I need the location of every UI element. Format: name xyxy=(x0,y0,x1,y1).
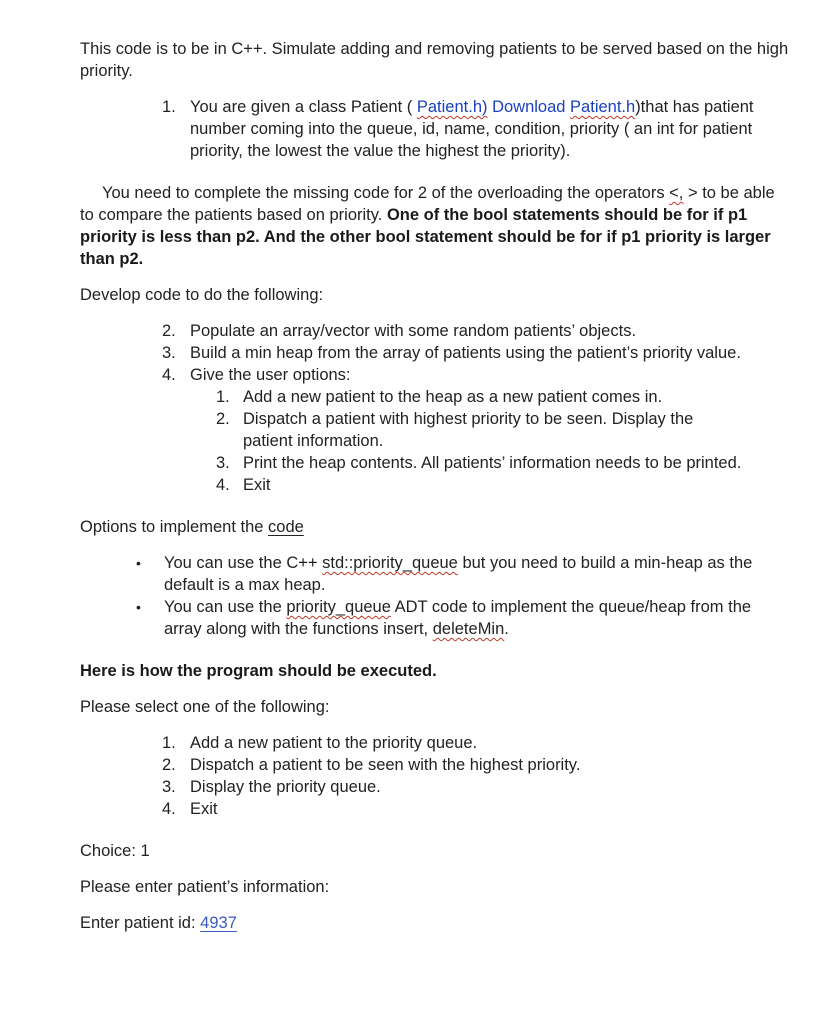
list-item xyxy=(162,798,790,820)
bullet-icon: • xyxy=(136,555,141,571)
given-class-list xyxy=(162,96,790,162)
list-item xyxy=(162,96,790,162)
list-item-text: You are given a class Patient ( Patient.h) Download Patient.h)that has patient number coming into the queue, id, name, condition, priority ( an int for patient priority, the lowest the value the highest the priority). xyxy=(190,98,754,160)
bool-statements-note: One of the bool statements should be for if p1 priority is less than p2. And the other bool statement should be for if p1 priority is larger than p2. xyxy=(80,206,771,268)
list-item-text: Build a min heap from the array of patients using the patient’s priority value. xyxy=(190,344,741,362)
list-item-text: Print the heap contents. All patients’ information needs to be printed. xyxy=(243,454,742,472)
list-item xyxy=(216,408,746,452)
enter-id-line: Enter patient id: 4937 xyxy=(80,914,237,932)
list-number: 4. xyxy=(216,476,230,494)
less-than-operator: <, xyxy=(669,184,684,202)
list-item-text: Display the priority queue. xyxy=(190,778,381,796)
patient-h-link[interactable]: Patient.h) xyxy=(416,98,488,116)
list-number: 3. xyxy=(162,778,176,796)
list-number: 4. xyxy=(162,800,176,818)
list-number: 4. xyxy=(162,366,176,384)
list-item xyxy=(162,754,790,776)
list-item-text: You can use the C++ std::priority_queue but you need to build a min-heap as the default is a max heap. xyxy=(164,554,753,594)
list-item-text: Dispatch a patient to be seen with the highest priority. xyxy=(190,756,581,774)
program-menu-list xyxy=(162,732,790,820)
options-heading: Options to implement the code xyxy=(80,518,304,536)
list-item xyxy=(216,474,746,496)
select-prompt: Please select one of the following: xyxy=(80,698,330,716)
list-item-text: Exit xyxy=(190,800,218,818)
list-item xyxy=(162,320,790,342)
enter-info-line: Please enter patient’s information: xyxy=(80,878,330,896)
list-item xyxy=(162,342,790,364)
list-number: 2. xyxy=(162,756,176,774)
list-number: 3. xyxy=(216,454,230,472)
list-item-text: Add a new patient to the priority queue. xyxy=(190,734,478,752)
list-item-text: Add a new patient to the heap as a new patient comes in. xyxy=(243,388,663,406)
execution-heading: Here is how the program should be executed. xyxy=(80,662,437,680)
list-item xyxy=(216,452,746,474)
list-item-text: Dispatch a patient with highest priority to be seen. Display the patient information. xyxy=(243,410,694,450)
choice-line: Choice: 1 xyxy=(80,842,150,860)
develop-heading: Develop code to do the following: xyxy=(80,286,324,304)
operators-paragraph: You need to complete the missing code for 2 of the overloading the operators <, > to be able to compare the patients based on priority. One of the bool statements should be for if p1 priority is less than p2. And the other bool statement should be for if p1 priority is larger than p2. xyxy=(80,184,775,268)
priority-queue-term: priority_queue xyxy=(286,598,391,616)
list-item xyxy=(216,386,746,408)
list-number: 2. xyxy=(162,322,176,340)
patient-h-download-link[interactable]: Patient.h xyxy=(570,98,636,116)
list-item-text: Exit xyxy=(243,476,271,494)
bullet-icon: • xyxy=(136,599,141,615)
list-item xyxy=(136,552,790,596)
list-number: 1. xyxy=(216,388,230,406)
list-item-text: You can use the priority_queue ADT code to implement the queue/heap from the array along with the functions insert, deleteMin. xyxy=(164,598,752,638)
tasks-list xyxy=(162,320,790,386)
document-page xyxy=(80,38,790,948)
list-number: 2. xyxy=(216,410,230,428)
list-number: 3. xyxy=(162,344,176,362)
user-options-list xyxy=(216,386,790,496)
implementation-options-list xyxy=(136,552,790,640)
list-item xyxy=(162,732,790,754)
list-item-text: Populate an array/vector with some random patients’ objects. xyxy=(190,322,637,340)
list-number: 1. xyxy=(162,98,176,116)
list-number: 1. xyxy=(162,734,176,752)
download-link[interactable]: Download xyxy=(487,98,571,116)
list-item xyxy=(162,364,790,386)
std-priority-queue-term: std::priority_queue xyxy=(322,554,458,572)
delete-min-term: deleteMin xyxy=(432,620,505,638)
list-item xyxy=(162,776,790,798)
patient-id-value: 4937 xyxy=(200,914,237,932)
list-item-text: Give the user options: xyxy=(190,366,351,384)
list-item xyxy=(136,596,790,640)
intro-paragraph: This code is to be in C++. Simulate adding and removing patients to be served based on the high priority. xyxy=(80,40,789,80)
code-word: code xyxy=(268,518,304,536)
